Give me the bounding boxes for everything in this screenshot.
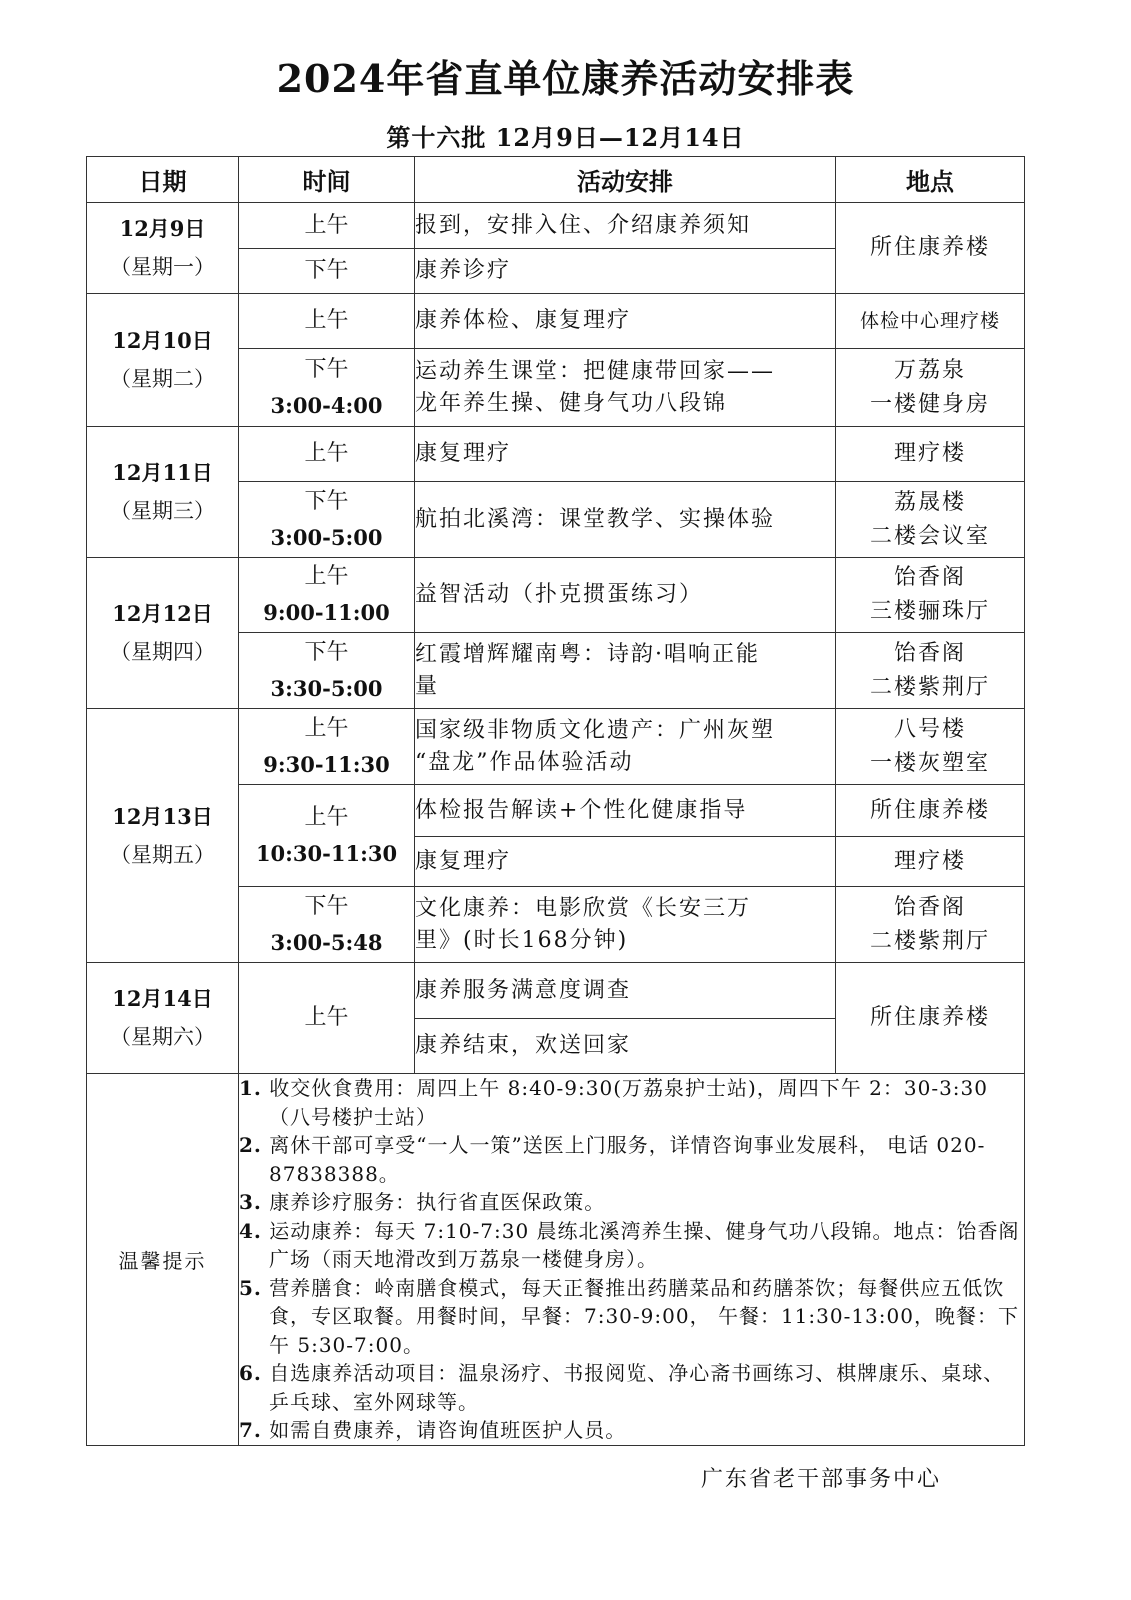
date-cell xyxy=(87,203,239,294)
activity-cell xyxy=(415,203,836,249)
tip-item xyxy=(239,1131,1024,1188)
period-label: 上午 xyxy=(304,715,349,741)
tips-cell xyxy=(239,1074,1025,1446)
location-cell xyxy=(836,963,1025,1074)
time-cell xyxy=(239,294,415,349)
activity-text: 康养体检、康复理疗 xyxy=(415,308,632,333)
tip-item xyxy=(239,1416,1024,1445)
hours-label: 3:30-5:00 xyxy=(270,675,383,701)
time-cell xyxy=(239,633,415,709)
table-row xyxy=(87,203,1025,249)
tip-number: 1. xyxy=(239,1076,262,1101)
location-text: 三楼骊珠厅 xyxy=(869,599,990,624)
tip-number: 4. xyxy=(239,1218,262,1243)
date-cell xyxy=(87,558,239,709)
location-cell xyxy=(836,837,1025,887)
activity-cell xyxy=(415,709,836,785)
period-label: 上午 xyxy=(304,564,349,589)
tip-text: 营养膳食：岭南膳食模式，每天正餐推出药膳菜品和药膳茶饮；每餐供应五低饮食，专区取餐。用餐时间，早餐：7:30-9:00， 午餐：11:30-13:00，晚餐：下午 5:30-7:00。 xyxy=(269,1275,1019,1357)
date-label: 12月9日 xyxy=(119,216,206,241)
activity-text: 红霞增辉耀南粤：诗韵·唱响正能 xyxy=(415,641,760,667)
activity-cell xyxy=(415,1019,836,1074)
activity-text: 康复理疗 xyxy=(415,848,512,874)
time-cell xyxy=(239,709,415,785)
date-cell xyxy=(87,294,239,427)
date-cell xyxy=(87,963,239,1074)
time-cell xyxy=(239,785,415,887)
date-label: 12月11日 xyxy=(112,460,213,485)
tip-item xyxy=(239,1274,1024,1360)
location-text: 二楼会议室 xyxy=(869,523,990,549)
page-title: 2024年省直单位康养活动安排表 xyxy=(276,56,855,101)
activity-text: 里》(时长168分钟) xyxy=(415,927,629,953)
weekday-label: （星期三） xyxy=(110,499,215,523)
activity-cell xyxy=(415,785,836,837)
period-label: 下午 xyxy=(304,356,349,382)
activity-text: 航拍北溪湾：课堂教学、实操体验 xyxy=(415,506,776,532)
period-label: 下午 xyxy=(304,258,349,283)
tip-number: 3. xyxy=(239,1190,262,1215)
location-text: 荔晟楼 xyxy=(893,489,966,515)
weekday-label: （星期四） xyxy=(110,640,215,664)
period-label: 上午 xyxy=(304,212,349,238)
period-label: 上午 xyxy=(304,308,349,333)
activity-cell xyxy=(415,249,836,294)
location-cell xyxy=(836,427,1025,482)
tip-text: 如需自费康养，请咨询值班医护人员。 xyxy=(269,1418,627,1443)
header-location: 地点 xyxy=(836,157,1025,203)
location-text: 万荔泉 xyxy=(893,357,966,383)
activity-cell xyxy=(415,294,836,349)
tip-text: 离休干部可享受“一人一策”送医上门服务，详情咨询事业发展科， 电话 020-87838388。 xyxy=(269,1133,986,1186)
date-label: 12月10日 xyxy=(112,328,213,353)
date-label: 12月13日 xyxy=(112,803,213,829)
activity-text: “盘龙”作品体验活动 xyxy=(415,749,634,775)
tip-number: 7. xyxy=(239,1418,262,1443)
activity-text: 国家级非物质文化遗产：广州灰塑 xyxy=(415,717,776,743)
location-text: 一楼健身房 xyxy=(869,391,990,417)
location-cell xyxy=(836,709,1025,785)
hours-label: 3:00-5:48 xyxy=(270,929,383,955)
hours-label: 9:00-11:00 xyxy=(263,600,390,625)
table-row xyxy=(87,558,1025,633)
location-text: 所住康养楼 xyxy=(869,1005,990,1030)
activity-cell xyxy=(415,963,836,1019)
tips-label-cell xyxy=(87,1074,239,1446)
table-row xyxy=(87,963,1025,1019)
date-label: 12月12日 xyxy=(112,601,213,626)
activity-cell xyxy=(415,558,836,633)
activity-cell xyxy=(415,482,836,558)
location-text: 饴香阁 xyxy=(893,894,966,920)
activity-text: 运动养生课堂：把健康带回家—— xyxy=(415,358,776,384)
table-row xyxy=(87,709,1025,785)
location-text: 二楼紫荆厅 xyxy=(869,674,990,700)
header-date: 日期 xyxy=(87,157,239,203)
location-text: 八号楼 xyxy=(893,716,966,742)
location-cell xyxy=(836,482,1025,558)
tip-item xyxy=(239,1074,1024,1131)
tip-item xyxy=(239,1188,1024,1217)
location-cell xyxy=(836,887,1025,963)
location-cell xyxy=(836,294,1025,349)
activity-text: 康养诊疗 xyxy=(415,258,512,283)
activity-text: 康养服务满意度调查 xyxy=(415,977,632,1003)
date-cell xyxy=(87,427,239,558)
activity-text: 量 xyxy=(415,673,440,699)
date-cell xyxy=(87,709,239,963)
location-cell xyxy=(836,558,1025,633)
location-text: 所住康养楼 xyxy=(869,797,990,823)
table-row xyxy=(87,294,1025,349)
activity-cell xyxy=(415,427,836,482)
activity-text: 益智活动（扑克掼蛋练习） xyxy=(415,582,704,607)
header-time: 时间 xyxy=(239,157,415,203)
time-cell xyxy=(239,482,415,558)
location-text: 一楼灰塑室 xyxy=(869,750,990,776)
hours-label: 10:30-11:30 xyxy=(255,840,398,866)
activity-text: 体检报告解读+个性化健康指导 xyxy=(415,797,748,823)
time-cell xyxy=(239,427,415,482)
date-label: 12月14日 xyxy=(112,986,213,1011)
activity-cell xyxy=(415,633,836,709)
tip-number: 5. xyxy=(239,1275,262,1300)
period-label: 上午 xyxy=(304,1005,349,1030)
location-text: 理疗楼 xyxy=(893,848,966,874)
tips-label: 温馨提示 xyxy=(118,1249,207,1273)
location-text: 理疗楼 xyxy=(893,441,966,466)
header-activity: 活动安排 xyxy=(415,157,836,203)
time-cell xyxy=(239,887,415,963)
location-cell xyxy=(836,785,1025,837)
activity-cell xyxy=(415,887,836,963)
location-cell xyxy=(836,633,1025,709)
header-row xyxy=(87,157,1025,203)
tip-number: 6. xyxy=(239,1361,262,1386)
activity-cell xyxy=(415,837,836,887)
schedule-table xyxy=(86,156,1025,1446)
activity-text: 报到，安排入住、介绍康养须知 xyxy=(415,212,752,238)
activity-text: 龙年养生操、健身气功八段锦 xyxy=(415,390,728,416)
location-text: 饴香阁 xyxy=(893,640,966,666)
period-label: 下午 xyxy=(304,639,349,665)
hours-label: 3:00-4:00 xyxy=(270,392,383,418)
location-cell xyxy=(836,349,1025,427)
activity-text: 文化康养：电影欣赏《长安三万 xyxy=(415,895,752,921)
period-label: 上午 xyxy=(304,804,349,830)
activity-text: 康复理疗 xyxy=(415,441,512,466)
tip-text: 康养诊疗服务：执行省直医保政策。 xyxy=(269,1190,606,1215)
hours-label: 9:30-11:30 xyxy=(263,751,390,777)
tip-number: 2. xyxy=(239,1133,262,1158)
hours-label: 3:00-5:00 xyxy=(270,524,383,550)
period-label: 下午 xyxy=(304,893,349,919)
period-label: 上午 xyxy=(304,441,349,466)
weekday-label: （星期一） xyxy=(110,255,215,279)
batch-subtitle: 第十六批 12月9日—12月14日 xyxy=(386,123,745,152)
time-cell xyxy=(239,349,415,427)
time-cell xyxy=(239,203,415,249)
tip-item xyxy=(239,1217,1024,1274)
location-text: 饴香阁 xyxy=(893,565,966,590)
issuer-footer: 广东省老干部事务中心 xyxy=(700,1467,941,1492)
time-cell xyxy=(239,963,415,1074)
activity-text: 康养结束，欢送回家 xyxy=(415,1033,632,1058)
weekday-label: （星期五） xyxy=(110,842,215,867)
period-label: 下午 xyxy=(304,488,349,514)
tip-item xyxy=(239,1359,1024,1416)
time-cell xyxy=(239,558,415,633)
location-cell xyxy=(836,203,1025,294)
location-text: 所住康养楼 xyxy=(869,235,990,260)
table-row xyxy=(87,427,1025,482)
weekday-label: （星期二） xyxy=(110,367,215,391)
weekday-label: （星期六） xyxy=(110,1025,215,1049)
location-text: 体检中心理疗楼 xyxy=(859,310,1000,332)
tip-text: 自选康养活动项目：温泉汤疗、书报阅览、净心斋书画练习、棋牌康乐、桌球、乒乓球、室外网球等。 xyxy=(269,1361,1005,1414)
tips-row xyxy=(87,1074,1025,1446)
activity-cell xyxy=(415,349,836,427)
time-cell xyxy=(239,249,415,294)
tip-text: 收交伙食费用：周四上午 8:40-9:30(万荔泉护士站)，周四下午 2：30-3:30（八号楼护士站） xyxy=(269,1076,988,1129)
location-text: 二楼紫荆厅 xyxy=(869,928,990,954)
tip-text: 运动康养：每天 7:10-7:30 晨练北溪湾养生操、健身气功八段锦。地点：饴香阁广场（雨天地滑改到万荔泉一楼健身房）。 xyxy=(269,1218,1020,1272)
